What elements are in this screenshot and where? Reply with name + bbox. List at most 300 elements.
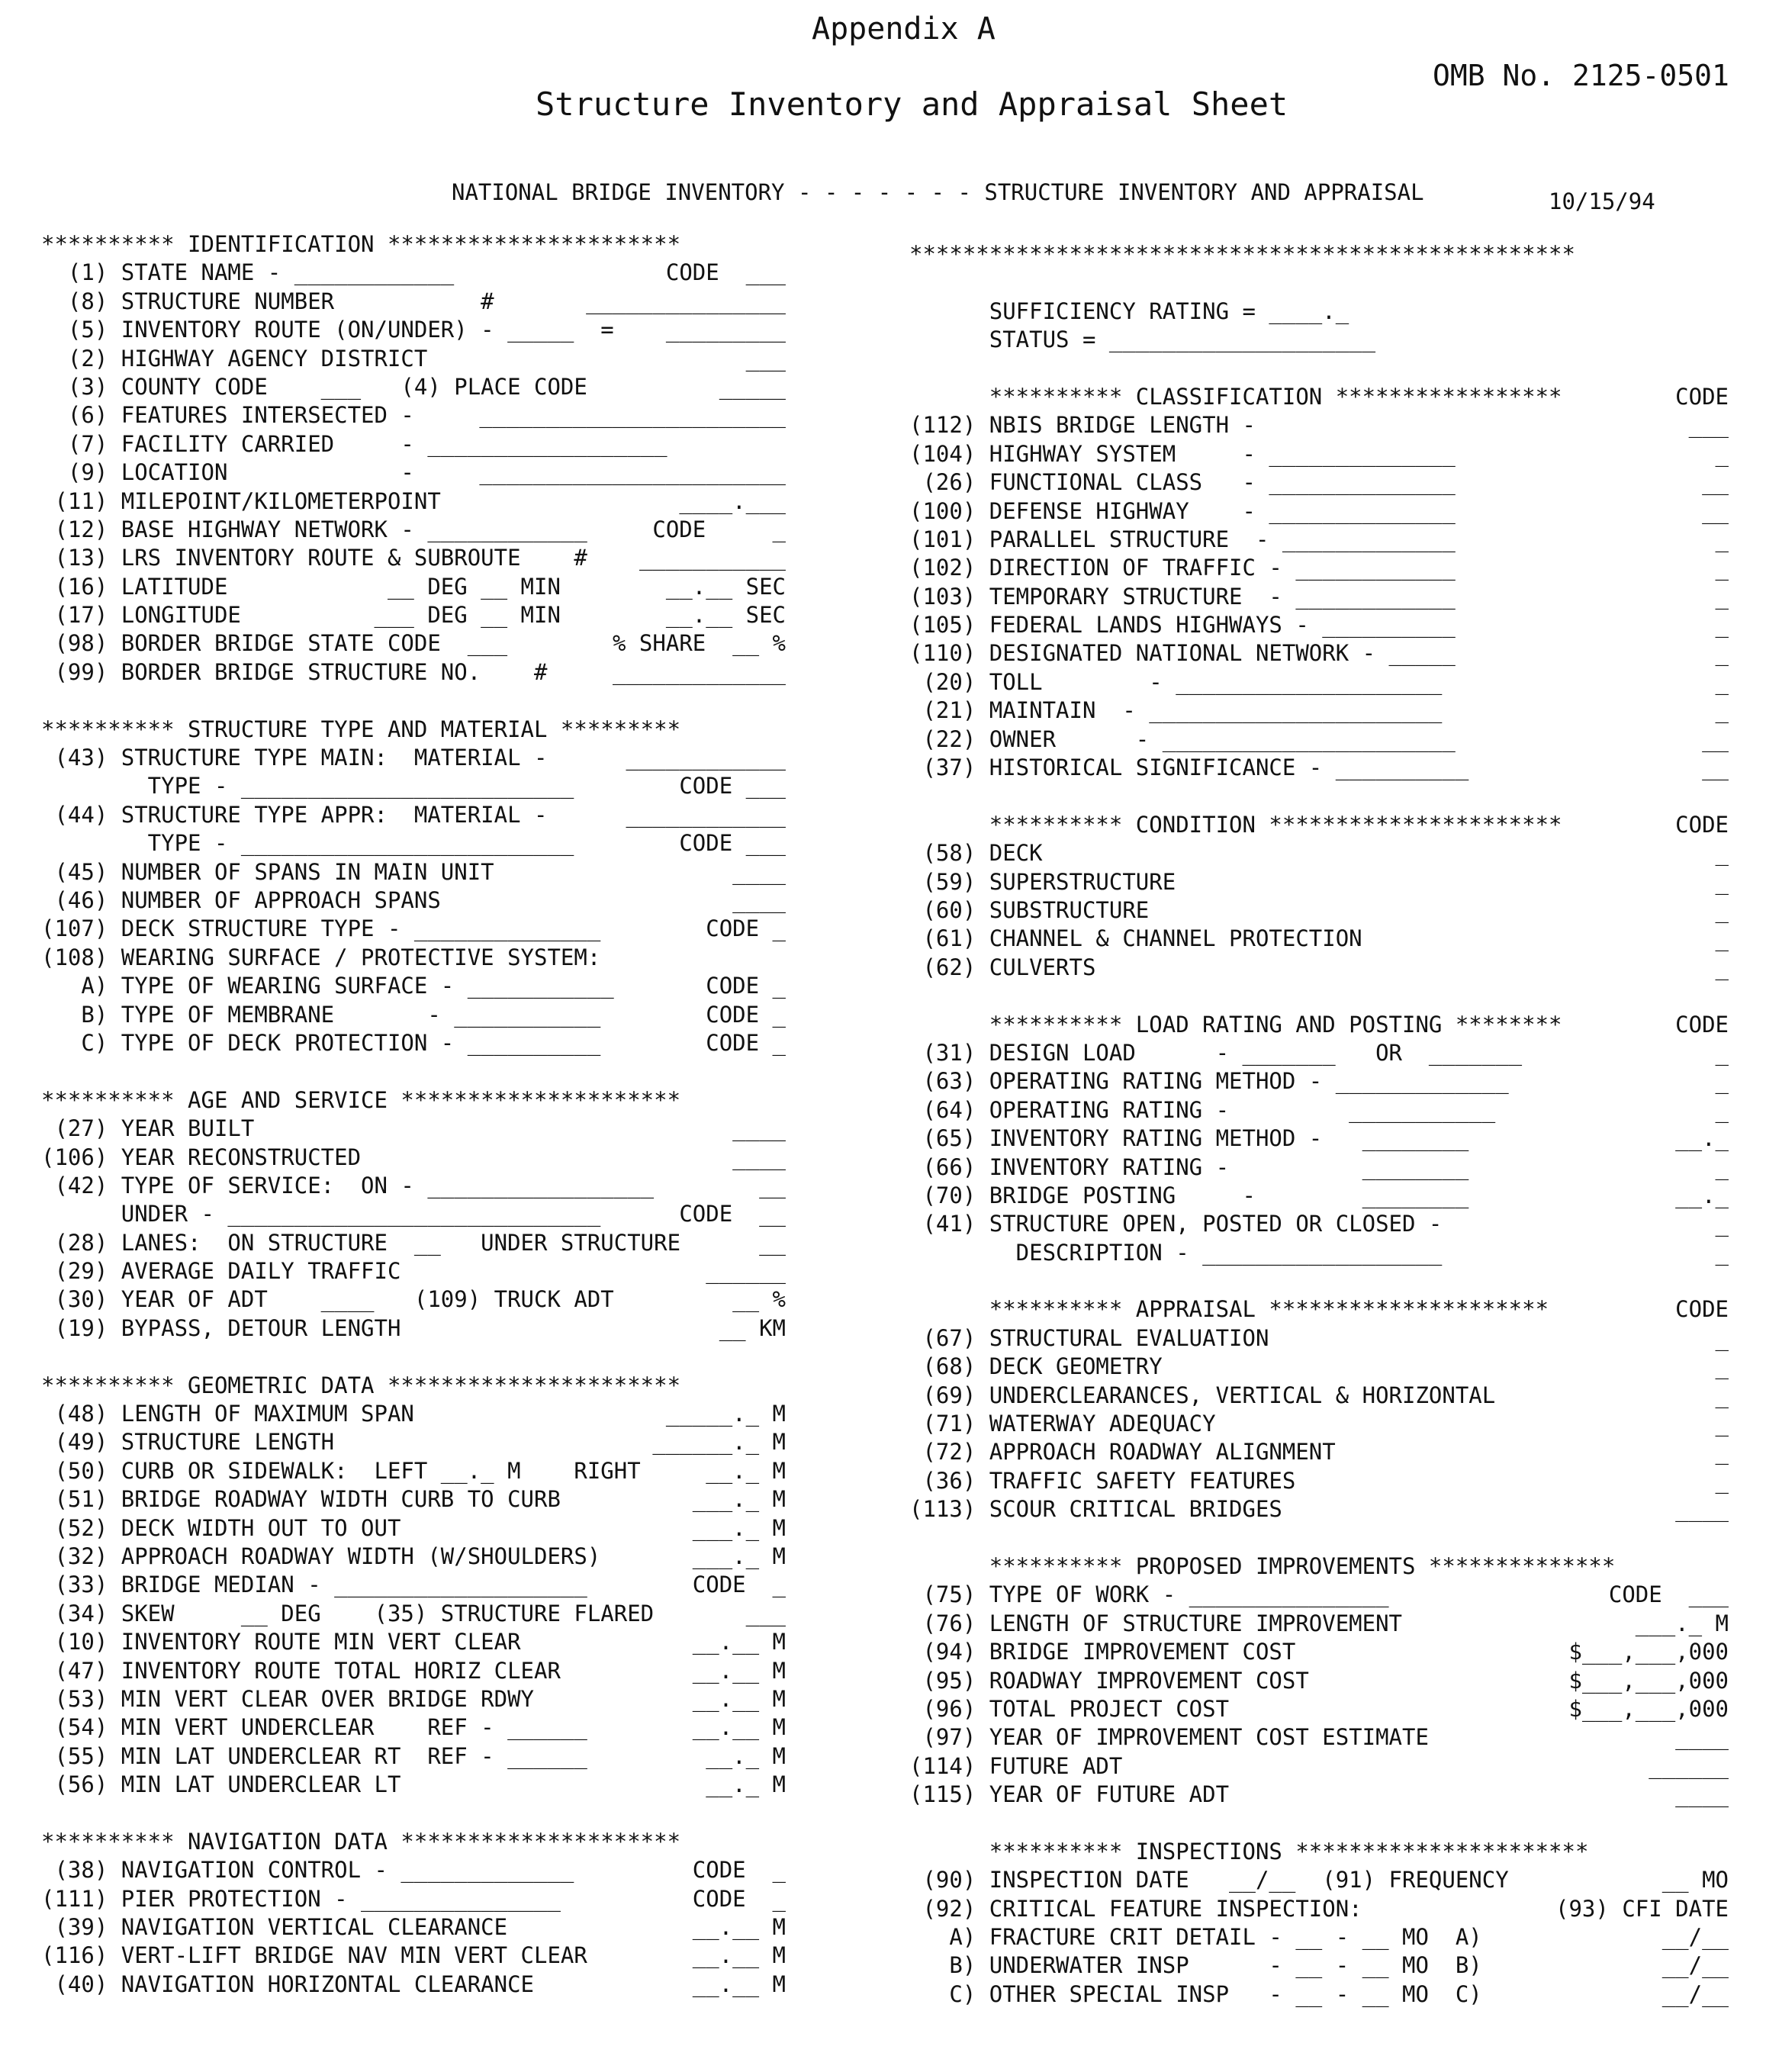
form-field-row — [909, 1667, 1729, 1695]
section-header: ************************************************** — [909, 241, 1575, 267]
section-header: ********** STRUCTURE TYPE AND MATERIAL ********* — [41, 716, 681, 742]
field-label: (41) STRUCTURE OPEN, POSTED OR CLOSED - — [909, 1211, 1443, 1237]
field-blank[interactable]: __ — [759, 1229, 786, 1256]
form-field-row — [909, 1410, 1729, 1438]
field-blank[interactable]: __._ M — [706, 1771, 786, 1798]
field-blank[interactable]: ____________ — [626, 745, 786, 771]
field-label: (36) TRAFFIC SAFETY FEATURES — [909, 1467, 1296, 1494]
field-blank[interactable]: _ — [1715, 1382, 1729, 1408]
field-label: (5) INVENTORY ROUTE (ON/UNDER) - _____ = — [41, 317, 614, 343]
field-label: (17) LONGITUDE ___ DEG __ MIN — [41, 602, 561, 629]
field-label: (94) BRIDGE IMPROVEMENT COST — [909, 1639, 1296, 1665]
field-blank[interactable]: _ — [1715, 1467, 1729, 1494]
field-blank[interactable]: __.__ M — [692, 1714, 786, 1741]
form-field-row — [909, 326, 1729, 354]
field-label: (50) CURB OR SIDEWALK: LEFT __._ M RIGHT — [41, 1457, 641, 1484]
form-field-row — [909, 526, 1729, 554]
form-field-row — [909, 954, 1729, 982]
field-label: (72) APPROACH ROADWAY ALIGNMENT — [909, 1439, 1336, 1466]
form-field-row — [909, 1610, 1729, 1638]
field-label: (69) UNDERCLEARANCES, VERTICAL & HORIZONTAL — [909, 1382, 1496, 1408]
field-label: (40) NAVIGATION HORIZONTAL CLEARANCE — [41, 1971, 535, 1997]
field-blank[interactable]: _ — [1715, 896, 1729, 923]
field-blank[interactable]: _ — [1715, 1068, 1729, 1095]
field-label: (95) ROADWAY IMPROVEMENT COST — [909, 1667, 1309, 1694]
form-field-row — [909, 1695, 1729, 1723]
field-blank[interactable]: _ — [1715, 668, 1729, 695]
form-field-row — [41, 1144, 786, 1172]
form-field-row — [909, 639, 1729, 668]
field-label: (37) HISTORICAL SIGNIFICANCE - __________ — [909, 754, 1469, 781]
field-label: (92) CRITICAL FEATURE INSPECTION: — [909, 1895, 1362, 1922]
field-blank[interactable]: __/__ — [1661, 1952, 1729, 1979]
form-field-row — [909, 868, 1729, 896]
field-label: (114) FUTURE ADT — [909, 1752, 1123, 1779]
field-label: (6) FEATURES INTERSECTED - — [41, 402, 414, 429]
field-blank[interactable]: __ KM — [719, 1314, 786, 1341]
field-label: (111) PIER PROTECTION - _______________ — [41, 1885, 561, 1912]
form-field-row — [41, 1600, 786, 1628]
field-blank[interactable]: CODE ___ — [679, 773, 786, 800]
field-blank[interactable]: __ MO — [1661, 1867, 1729, 1893]
form-field-row — [909, 811, 1729, 839]
field-blank[interactable]: __.__ M — [692, 1657, 786, 1684]
field-label: B) TYPE OF MEMBRANE - ___________ — [41, 1001, 601, 1028]
form-field-row — [41, 373, 786, 401]
field-blank[interactable]: CODE _ — [692, 1885, 786, 1912]
field-label: A) FRACTURE CRIT DETAIL - __ - __ MO A) — [909, 1924, 1482, 1951]
field-blank[interactable]: (93) CFI DATE — [1555, 1895, 1729, 1922]
field-label: (54) MIN VERT UNDERCLEAR REF - ______ — [41, 1714, 587, 1741]
field-label: (97) YEAR OF IMPROVEMENT COST ESTIMATE — [909, 1724, 1429, 1751]
field-label: ********** CLASSIFICATION ***************** — [909, 383, 1562, 410]
form-date: 10/15/94 — [1549, 188, 1655, 214]
field-blank[interactable]: __/__ — [1661, 1924, 1729, 1951]
form-field-row — [909, 1980, 1729, 2009]
form-field-row — [909, 1866, 1729, 1894]
page-title: Structure Inventory and Appraisal Sheet — [536, 85, 1288, 123]
section-header: ********** AGE AND SERVICE ********************* — [41, 1086, 681, 1113]
field-label: ********** LOAD RATING AND POSTING ******** — [909, 1011, 1562, 1038]
field-blank[interactable]: _ — [1715, 1039, 1729, 1066]
form-field-row — [41, 544, 786, 572]
field-blank[interactable]: _ — [1715, 925, 1729, 952]
form-field-row — [909, 1039, 1729, 1067]
field-label: A) TYPE OF WEARING SURFACE - ___________ — [41, 973, 614, 999]
form-field-row — [909, 1011, 1729, 1039]
form-field-row — [909, 1638, 1729, 1666]
form-field-row — [41, 1657, 786, 1685]
field-label: (9) LOCATION - — [41, 459, 414, 486]
field-label: (101) PARALLEL STRUCTURE - _____________ — [909, 526, 1456, 552]
field-label: (45) NUMBER OF SPANS IN MAIN UNIT — [41, 858, 494, 885]
form-field-row — [41, 886, 786, 915]
field-blank[interactable]: ___ — [1688, 412, 1729, 439]
field-blank[interactable]: __ % — [732, 1286, 786, 1313]
field-label: DESCRIPTION - __________________ — [909, 1239, 1443, 1266]
form-field-row — [909, 497, 1729, 526]
field-label: (53) MIN VERT CLEAR OVER BRIDGE RDWY — [41, 1685, 535, 1712]
field-label: (113) SCOUR CRITICAL BRIDGES — [909, 1496, 1282, 1523]
field-label: (99) BORDER BRIDGE STRUCTURE NO. # — [41, 658, 548, 685]
field-blank[interactable]: __.__ M — [692, 1971, 786, 1997]
form-field-row — [41, 487, 786, 516]
field-label: (75) TYPE OF WORK - _______________ — [909, 1581, 1389, 1608]
field-blank[interactable]: ___._ M — [692, 1514, 786, 1541]
field-blank[interactable]: __.__ M — [692, 1942, 786, 1969]
field-label: (106) YEAR RECONSTRUCTED — [41, 1144, 362, 1170]
form-field-row — [41, 1457, 786, 1485]
form-field-row — [41, 1257, 786, 1285]
field-blank[interactable]: __._ M — [706, 1457, 786, 1484]
field-label: (66) INVENTORY RATING - ________ — [909, 1153, 1469, 1180]
field-blank[interactable]: _ — [1715, 440, 1729, 467]
field-label: (27) YEAR BUILT — [41, 1115, 255, 1142]
field-blank[interactable]: _ — [1715, 954, 1729, 980]
field-blank[interactable]: _ — [1715, 1411, 1729, 1437]
field-blank[interactable]: % SHARE __ % — [613, 630, 786, 657]
form-field-row — [41, 1200, 786, 1228]
field-label: (96) TOTAL PROJECT COST — [909, 1695, 1230, 1722]
field-blank[interactable]: __.__ SEC — [665, 602, 786, 629]
spacer — [41, 687, 786, 715]
field-blank[interactable]: __.__ M — [692, 1685, 786, 1712]
field-label: (10) INVENTORY ROUTE MIN VERT CLEAR — [41, 1629, 521, 1655]
field-blank[interactable]: CODE _ — [652, 516, 786, 542]
field-label: (11) MILEPOINT/KILOMETERPOINT — [41, 487, 441, 514]
form-field-row — [909, 1495, 1729, 1523]
field-blank[interactable]: _ — [1715, 583, 1729, 610]
field-blank[interactable]: __ — [1702, 497, 1729, 524]
field-blank[interactable]: ____.___ — [679, 487, 786, 514]
field-blank[interactable]: ____ — [732, 1144, 786, 1170]
field-label: (12) BASE HIGHWAY NETWORK - ____________ — [41, 516, 587, 542]
field-blank[interactable]: _ — [1715, 697, 1729, 724]
field-label: (52) DECK WIDTH OUT TO OUT — [41, 1514, 401, 1541]
field-label: (108) WEARING SURFACE / PROTECTIVE SYSTEM: — [41, 944, 601, 970]
field-label: (34) SKEW __ DEG (35) STRUCTURE FLARED — [41, 1600, 655, 1626]
form-field-row — [41, 259, 786, 287]
field-label: (116) VERT-LIFT BRIDGE NAV MIN VERT CLEAR — [41, 1942, 587, 1969]
form-field-row — [41, 944, 786, 972]
field-label: (43) STRUCTURE TYPE MAIN: MATERIAL - — [41, 745, 548, 771]
field-label: (70) BRIDGE POSTING - ________ — [909, 1182, 1469, 1208]
field-label: (55) MIN LAT UNDERCLEAR RT REF - ______ — [41, 1742, 587, 1769]
field-label: (3) COUNTY CODE ___ (4) PLACE CODE — [41, 373, 587, 400]
field-blank[interactable]: CODE _ — [706, 1001, 786, 1028]
field-label: (90) INSPECTION DATE __/__ (91) FREQUENCY — [909, 1867, 1509, 1893]
field-label: (102) DIRECTION OF TRAFFIC - ____________ — [909, 555, 1456, 581]
field-label: UNDER - ____________________________ — [41, 1201, 601, 1227]
field-blank[interactable]: __ — [1702, 726, 1729, 752]
section-header: ********** PROPOSED IMPROVEMENTS ************** — [909, 1552, 1616, 1579]
field-label: (13) LRS INVENTORY ROUTE & SUBROUTE # — [41, 545, 587, 571]
form-field-row — [41, 401, 786, 430]
form-field-row — [41, 658, 786, 687]
form-field-row — [41, 1172, 786, 1200]
left-column — [41, 230, 786, 1999]
form-field-row — [41, 744, 786, 772]
field-blank[interactable]: ______ — [1649, 1752, 1729, 1779]
field-blank[interactable]: _________ — [665, 317, 786, 343]
form-field-row — [41, 458, 786, 487]
field-label: (22) OWNER - ______________________ — [909, 726, 1456, 752]
spacer — [41, 1057, 786, 1086]
field-blank[interactable]: __.__ SEC — [665, 573, 786, 600]
field-blank[interactable]: CODE _ — [692, 1857, 786, 1884]
field-blank[interactable]: CODE — [1675, 383, 1729, 410]
form-field-row — [909, 1324, 1729, 1353]
field-blank[interactable]: _______________ — [586, 288, 786, 314]
form-field-row — [909, 1353, 1729, 1381]
field-label: (104) HIGHWAY SYSTEM - ______________ — [909, 440, 1456, 467]
field-label: (56) MIN LAT UNDERCLEAR LT — [41, 1771, 401, 1798]
field-label: TYPE - _________________________ — [41, 830, 574, 857]
form-field-row — [41, 1029, 786, 1057]
field-blank[interactable]: _ — [1715, 1211, 1729, 1237]
form-field-row — [41, 1771, 786, 1799]
form-field-row — [41, 1742, 786, 1771]
field-label: (110) DESIGNATED NATIONAL NETWORK - _____ — [909, 640, 1456, 667]
field-blank[interactable]: ___._ M — [692, 1486, 786, 1513]
field-label: (100) DEFENSE HIGHWAY - ______________ — [909, 497, 1456, 524]
form-field-row — [909, 440, 1729, 468]
field-blank[interactable]: _____ — [719, 373, 786, 400]
spacer — [909, 355, 1729, 383]
field-blank[interactable]: CODE — [1675, 1011, 1729, 1038]
field-label: (64) OPERATING RATING - ___________ — [909, 1096, 1496, 1123]
field-blank[interactable]: CODE ___ — [1608, 1581, 1729, 1608]
form-field-row — [909, 1153, 1729, 1182]
form-field-row — [909, 1581, 1729, 1609]
field-label: (58) DECK — [909, 840, 1043, 867]
field-label: (39) NAVIGATION VERTICAL CLEARANCE — [41, 1914, 508, 1941]
field-blank[interactable]: CODE _ — [692, 1572, 786, 1598]
field-blank[interactable]: _ — [1715, 1239, 1729, 1266]
field-blank[interactable]: ______ — [706, 1258, 786, 1285]
form-field-row — [41, 1543, 786, 1571]
form-field-row — [41, 1400, 786, 1428]
field-blank[interactable]: ____________ — [626, 801, 786, 828]
field-blank[interactable]: $___,___,000 — [1568, 1639, 1729, 1665]
field-label: (65) INVENTORY RATING METHOD - ________ — [909, 1125, 1469, 1152]
field-blank[interactable]: CODE _ — [706, 973, 786, 999]
field-blank[interactable]: __._ — [1675, 1182, 1729, 1208]
field-label: B) UNDERWATER INSP - __ - __ MO B) — [909, 1952, 1482, 1979]
form-field-row — [909, 298, 1729, 326]
field-blank[interactable]: __.__ M — [692, 1914, 786, 1941]
form-field-row — [909, 1781, 1729, 1809]
field-label: C) OTHER SPECIAL INSP - __ - __ MO C) — [909, 1980, 1482, 2007]
spacer — [909, 1267, 1729, 1295]
field-blank[interactable]: _______________________ — [479, 459, 786, 486]
form-field-row — [41, 1571, 786, 1599]
form-field-row — [41, 1942, 786, 1970]
field-blank[interactable]: _ — [1715, 1439, 1729, 1466]
form-field-row — [41, 829, 786, 857]
form-field-row — [41, 1913, 786, 1942]
field-label: (76) LENGTH OF STRUCTURE IMPROVEMENT — [909, 1610, 1403, 1636]
field-blank[interactable]: _ — [1715, 1324, 1729, 1351]
field-blank[interactable]: ______._ M — [652, 1429, 786, 1456]
form-field-row — [41, 1428, 786, 1456]
spacer — [909, 1809, 1729, 1837]
field-label: C) TYPE OF DECK PROTECTION - __________ — [41, 1029, 601, 1056]
field-label: (33) BRIDGE MEDIAN - ___________________ — [41, 1572, 587, 1598]
field-label: (61) CHANNEL & CHANNEL PROTECTION — [909, 925, 1362, 952]
field-blank[interactable]: CODE — [1675, 811, 1729, 838]
form-field-row — [909, 1895, 1729, 1923]
field-label: (68) DECK GEOMETRY — [909, 1353, 1163, 1380]
field-blank[interactable]: ___ — [745, 345, 786, 372]
field-blank[interactable]: ____ — [732, 858, 786, 885]
form-field-row — [41, 516, 786, 544]
field-blank[interactable]: __ — [1702, 754, 1729, 781]
form-field-row — [41, 1514, 786, 1543]
nbi-header-line: NATIONAL BRIDGE INVENTORY - - - - - - - STRUCTURE INVENTORY AND APPRAISAL — [452, 179, 1424, 205]
field-label: (1) STATE NAME - ____________ — [41, 259, 455, 286]
field-blank[interactable]: CODE — [1675, 1296, 1729, 1323]
field-label: (19) BYPASS, DETOUR LENGTH — [41, 1314, 401, 1341]
field-blank[interactable]: ___._ M — [692, 1543, 786, 1569]
form-field-row — [41, 1001, 786, 1029]
form-field-row — [41, 772, 786, 800]
field-blank[interactable]: __.__ M — [692, 1629, 786, 1655]
form-field-row — [41, 288, 786, 316]
form-field-row — [41, 1856, 786, 1884]
field-blank[interactable]: _______________________ — [479, 402, 786, 429]
field-label: (31) DESIGN LOAD - _______ OR _______ — [909, 1039, 1523, 1066]
form-field-row — [41, 1971, 786, 1999]
form-field-row — [909, 1124, 1729, 1153]
form-field-row — [41, 629, 786, 658]
field-label: (32) APPROACH ROADWAY WIDTH (W/SHOULDERS) — [41, 1543, 601, 1569]
field-blank[interactable]: _____________ — [613, 658, 786, 685]
section-header: ********** NAVIGATION DATA ********************* — [41, 1828, 681, 1855]
field-blank[interactable]: ____ — [1675, 1496, 1729, 1523]
form-field-row — [41, 1713, 786, 1742]
spacer — [909, 782, 1729, 810]
form-field-row — [41, 430, 786, 458]
field-blank[interactable]: ___._ M — [1635, 1610, 1729, 1636]
field-label: (60) SUBSTRUCTURE — [909, 896, 1150, 923]
form-field-row — [909, 1382, 1729, 1410]
field-label: (48) LENGTH OF MAXIMUM SPAN — [41, 1401, 414, 1427]
field-blank[interactable]: __._ — [1675, 1125, 1729, 1152]
appendix-label: Appendix A — [812, 11, 996, 47]
field-blank[interactable]: CODE _ — [706, 1029, 786, 1056]
spacer — [909, 269, 1729, 297]
form-field-row — [41, 1229, 786, 1257]
field-label: ********** CONDITION ********************** — [909, 811, 1562, 838]
field-blank[interactable]: $___,___,000 — [1568, 1667, 1729, 1694]
field-blank[interactable]: _____._ M — [665, 1401, 786, 1427]
field-label: (16) LATITUDE __ DEG __ MIN — [41, 573, 561, 600]
field-blank[interactable]: CODE ___ — [679, 830, 786, 857]
field-blank[interactable]: _ — [1715, 1096, 1729, 1123]
field-blank[interactable]: ____ — [732, 1115, 786, 1142]
form-field-row — [909, 697, 1729, 725]
field-blank[interactable]: ____ — [1675, 1781, 1729, 1808]
field-label: (29) AVERAGE DAILY TRAFFIC — [41, 1258, 401, 1285]
form-field-row — [909, 1438, 1729, 1466]
form-field-row — [909, 896, 1729, 925]
field-blank[interactable]: $___,___,000 — [1568, 1695, 1729, 1722]
form-field-row — [909, 925, 1729, 953]
form-field-row — [909, 1295, 1729, 1324]
field-label: (63) OPERATING RATING METHOD - _____________ — [909, 1068, 1509, 1095]
field-blank[interactable]: CODE _ — [706, 915, 786, 942]
field-label: (62) CULVERTS — [909, 954, 1096, 980]
field-label: (103) TEMPORARY STRUCTURE - ____________ — [909, 583, 1456, 610]
form-field-row — [41, 345, 786, 373]
field-blank[interactable]: CODE __ — [679, 1201, 786, 1227]
field-blank[interactable]: _ — [1715, 1353, 1729, 1380]
form-field-row — [909, 839, 1729, 867]
field-label: (28) LANES: ON STRUCTURE __ UNDER STRUCTURE — [41, 1229, 681, 1256]
field-label: (49) STRUCTURE LENGTH — [41, 1429, 335, 1456]
spacer — [41, 1343, 786, 1371]
form-field-row — [909, 1951, 1729, 1980]
field-blank[interactable]: __/__ — [1661, 1980, 1729, 2007]
field-blank[interactable]: _ — [1715, 555, 1729, 581]
field-blank[interactable]: ____ — [732, 886, 786, 913]
field-label: (107) DECK STRUCTURE TYPE - ______________ — [41, 915, 601, 942]
form-field-row — [41, 1685, 786, 1713]
section-header: ********** IDENTIFICATION ********************** — [41, 231, 681, 257]
field-label: STATUS = ____________________ — [909, 327, 1376, 353]
field-label: (21) MAINTAIN - ______________________ — [909, 697, 1443, 724]
field-blank[interactable]: ___________ — [639, 545, 786, 571]
form-field-row — [41, 601, 786, 629]
section-header: ********** INSPECTIONS ********************** — [909, 1838, 1589, 1864]
form-field-row — [909, 1752, 1729, 1781]
form-field-row — [41, 1885, 786, 1913]
form-field-row — [909, 468, 1729, 497]
field-label: (8) STRUCTURE NUMBER # — [41, 288, 494, 314]
field-label: (30) YEAR OF ADT ____ (109) TRUCK ADT — [41, 1286, 614, 1313]
field-label: (2) HIGHWAY AGENCY DISTRICT — [41, 345, 428, 372]
field-label: (59) SUPERSTRUCTURE — [909, 868, 1176, 895]
field-label: (112) NBIS BRIDGE LENGTH - — [909, 412, 1256, 439]
field-blank[interactable]: ___ — [745, 1600, 786, 1626]
form-field-row — [41, 1115, 786, 1143]
field-blank[interactable]: _ — [1715, 1153, 1729, 1180]
field-label: (47) INVENTORY ROUTE TOTAL HORIZ CLEAR — [41, 1657, 561, 1684]
field-label: SUFFICIENCY RATING = ____._ — [909, 298, 1349, 324]
field-blank[interactable]: ____ — [1675, 1724, 1729, 1751]
form-field-row — [909, 1210, 1729, 1238]
form-field-row — [909, 1182, 1729, 1210]
field-label: (67) STRUCTURAL EVALUATION — [909, 1324, 1269, 1351]
form-field-row — [41, 858, 786, 886]
field-blank[interactable]: __._ M — [706, 1742, 786, 1769]
field-blank[interactable]: _ — [1715, 612, 1729, 639]
form-field-row — [41, 1628, 786, 1656]
field-blank[interactable]: _ — [1715, 526, 1729, 552]
field-blank[interactable]: __ — [759, 1172, 786, 1198]
form-field-row — [909, 1923, 1729, 1951]
field-blank[interactable]: CODE ___ — [665, 259, 786, 286]
field-blank[interactable]: _ — [1715, 868, 1729, 895]
form-field-row — [909, 1096, 1729, 1124]
field-blank[interactable]: _ — [1715, 640, 1729, 667]
form-field-row — [909, 754, 1729, 782]
omb-number: OMB No. 2125-0501 — [1433, 59, 1729, 92]
field-blank[interactable]: __ — [1702, 469, 1729, 496]
form-field-row — [41, 316, 786, 344]
field-blank[interactable]: _ — [1715, 840, 1729, 867]
